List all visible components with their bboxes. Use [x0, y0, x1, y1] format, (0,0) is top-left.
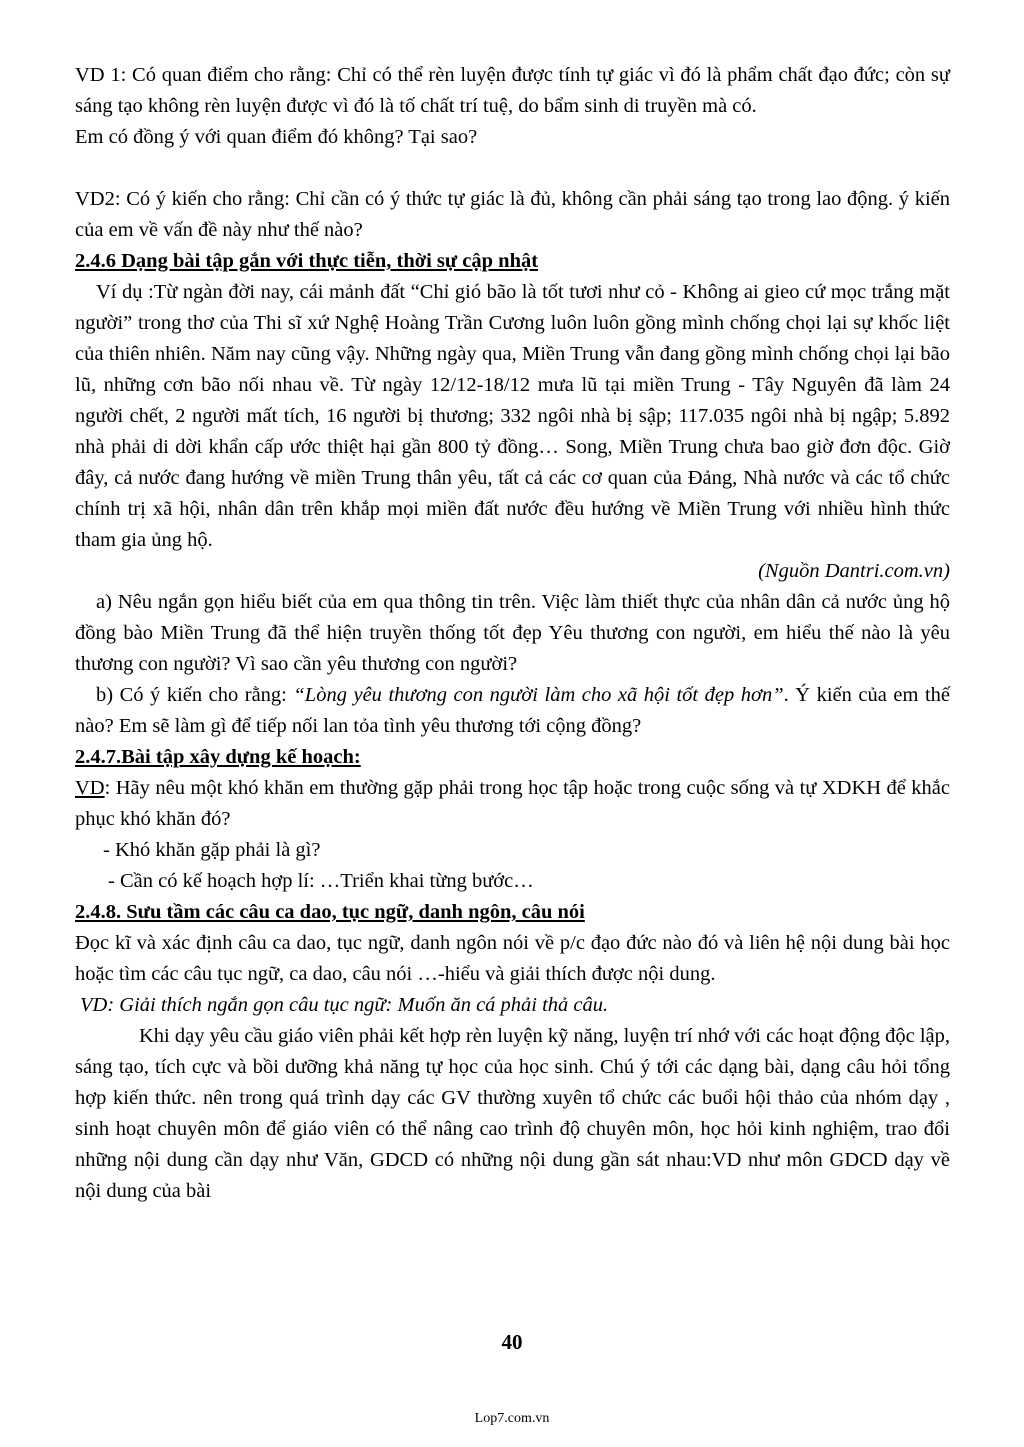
question-b-prefix: b) Có ý kiến cho rằng:: [96, 684, 294, 706]
document-page: [75, 60, 950, 1207]
section-248-example: VD: Giải thích ngắn gọn câu tục ngữ: Muốn ăn cá phải thả câu.: [80, 994, 609, 1016]
source-citation: (Nguồn Dantri.com.vn): [758, 560, 950, 582]
section-246-example: Ví dụ :Từ ngàn đời nay, cái mảnh đất “Chỉ gió bão là tốt tươi như cỏ - Không ai gieo cứ mọc trắng mặt người” trong thơ của Thi sĩ xứ Nghệ Hoàng Trần Cương luôn luôn gồng mình chống chọi lại sự khốc liệt của thiên nhiên. Năm nay cũng vậy. Những ngày qua, Miền Trung vẫn đang gồng mình chống chọi lại bão lũ, những cơn bão nối nhau về. Từ ngày 12/12-18/12 mưa lũ tại miền Trung - Tây Nguyên đã làm 24 người chết, 2 người mất tích, 16 người bị thương; 332 ngôi nhà bị sập; 117.035 ngôi nhà bị ngập; 5.892 nhà phải di dời khẩn cấp ước thiệt hại gần 800 tỷ đồng… Song, Miền Trung chưa bao giờ đơn độc. Giờ đây, cả nước đang hướng về miền Trung thân yêu, tất cả các cơ quan của Đảng, Nhà nước và các tổ chức chính trị xã hội, nhân dân trên khắp mọi miền đất nước đều hướng về Miền Trung với nhiều hình thức tham gia ủng hộ.: [75, 281, 950, 551]
section-246-heading: 2.4.6 Dạng bài tập gắn với thực tiễn, thời sự cập nhật: [75, 250, 539, 272]
footer-watermark: Lop7.com.vn: [474, 1411, 550, 1426]
question-b: [75, 680, 950, 742]
section-247-vd: [75, 773, 950, 835]
question-b-suffix: . Ý kiến của em thế nào? Em sẽ làm gì để tiếp nối lan tỏa tình yêu thương tới cộng đồng?: [75, 684, 950, 737]
section-248-heading: 2.4.8. Sưu tầm các câu ca dao, tục ngữ, danh ngôn, câu nói: [75, 901, 585, 923]
plan-item-1: - Khó khăn gặp phải là gì?: [103, 839, 321, 861]
plan-item-2: - Cần có kế hoạch hợp lí: …Triển khai từng bước…: [108, 870, 534, 892]
spacer: [75, 153, 950, 184]
closing-paragraph: Khi dạy yêu cầu giáo viên phải kết hợp rèn luyện kỹ năng, luyện trí nhớ với các hoạt động độc lập, sáng tạo, tích cực và bồi dưỡng khả năng tự học của học sinh. Chú ý tới các dạng bài, dạng câu hỏi tổng hợp kiến thức. nên trong quá trình dạy các GV thường xuyên tổ chức các buổi hội thảo của nhóm dạy , sinh hoạt chuyên môn để giáo viên có thể nâng cao trình độ chuyên môn, học hỏi kinh nghiệm, trao đổi những nội dung cần dạy như Văn, GDCD có những nội dung gần sát nhau:VD như môn GDCD dạy về nội dung của bài: [75, 1025, 950, 1202]
section-248-text: Đọc kĩ và xác định câu ca dao, tục ngữ, danh ngôn nói về p/c đạo đức nào đó và liên hệ nội dung bài học hoặc tìm các câu tục ngữ, ca dao, câu nói …-hiểu và giải thích được nội dung.: [75, 932, 950, 985]
vd-label: VD: [75, 777, 105, 799]
vd1-question: Em có đồng ý với quan điểm đó không? Tại sao?: [75, 126, 478, 148]
question-a: a) Nêu ngắn gọn hiểu biết của em qua thông tin trên. Việc làm thiết thực của nhân dân cả nước ủng hộ đồng bào Miền Trung đã thể hiện truyền thống tốt đẹp Yêu thương con người, em hiểu thế nào là yêu thương con người? Vì sao cần yêu thương con người?: [75, 591, 950, 675]
page-number: 40: [501, 1330, 523, 1354]
vd2-paragraph: VD2: Có ý kiến cho rằng: Chỉ cần có ý thức tự giác là đủ, không cần phải sáng tạo trong lao động. ý kiến của em về vấn đề này như thế nào?: [75, 188, 950, 241]
vd1-paragraph: VD 1: Có quan điểm cho rằng: Chỉ có thể rèn luyện được tính tự giác vì đó là phẩm chất đạo đức; còn sự sáng tạo không rèn luyện được vì đó là tố chất trí tuệ, do bẩm sinh di truyền mà có.: [75, 64, 950, 117]
vd-text: : Hãy nêu một khó khăn em thường gặp phải trong học tập hoặc trong cuộc sống và tự XDKH để khắc phục khó khăn đó?: [75, 777, 950, 830]
question-b-quote: “Lòng yêu thương con người làm cho xã hội tốt đẹp hơn”: [293, 684, 784, 706]
section-247-heading: 2.4.7.Bài tập xây dựng kế hoạch:: [75, 746, 361, 768]
